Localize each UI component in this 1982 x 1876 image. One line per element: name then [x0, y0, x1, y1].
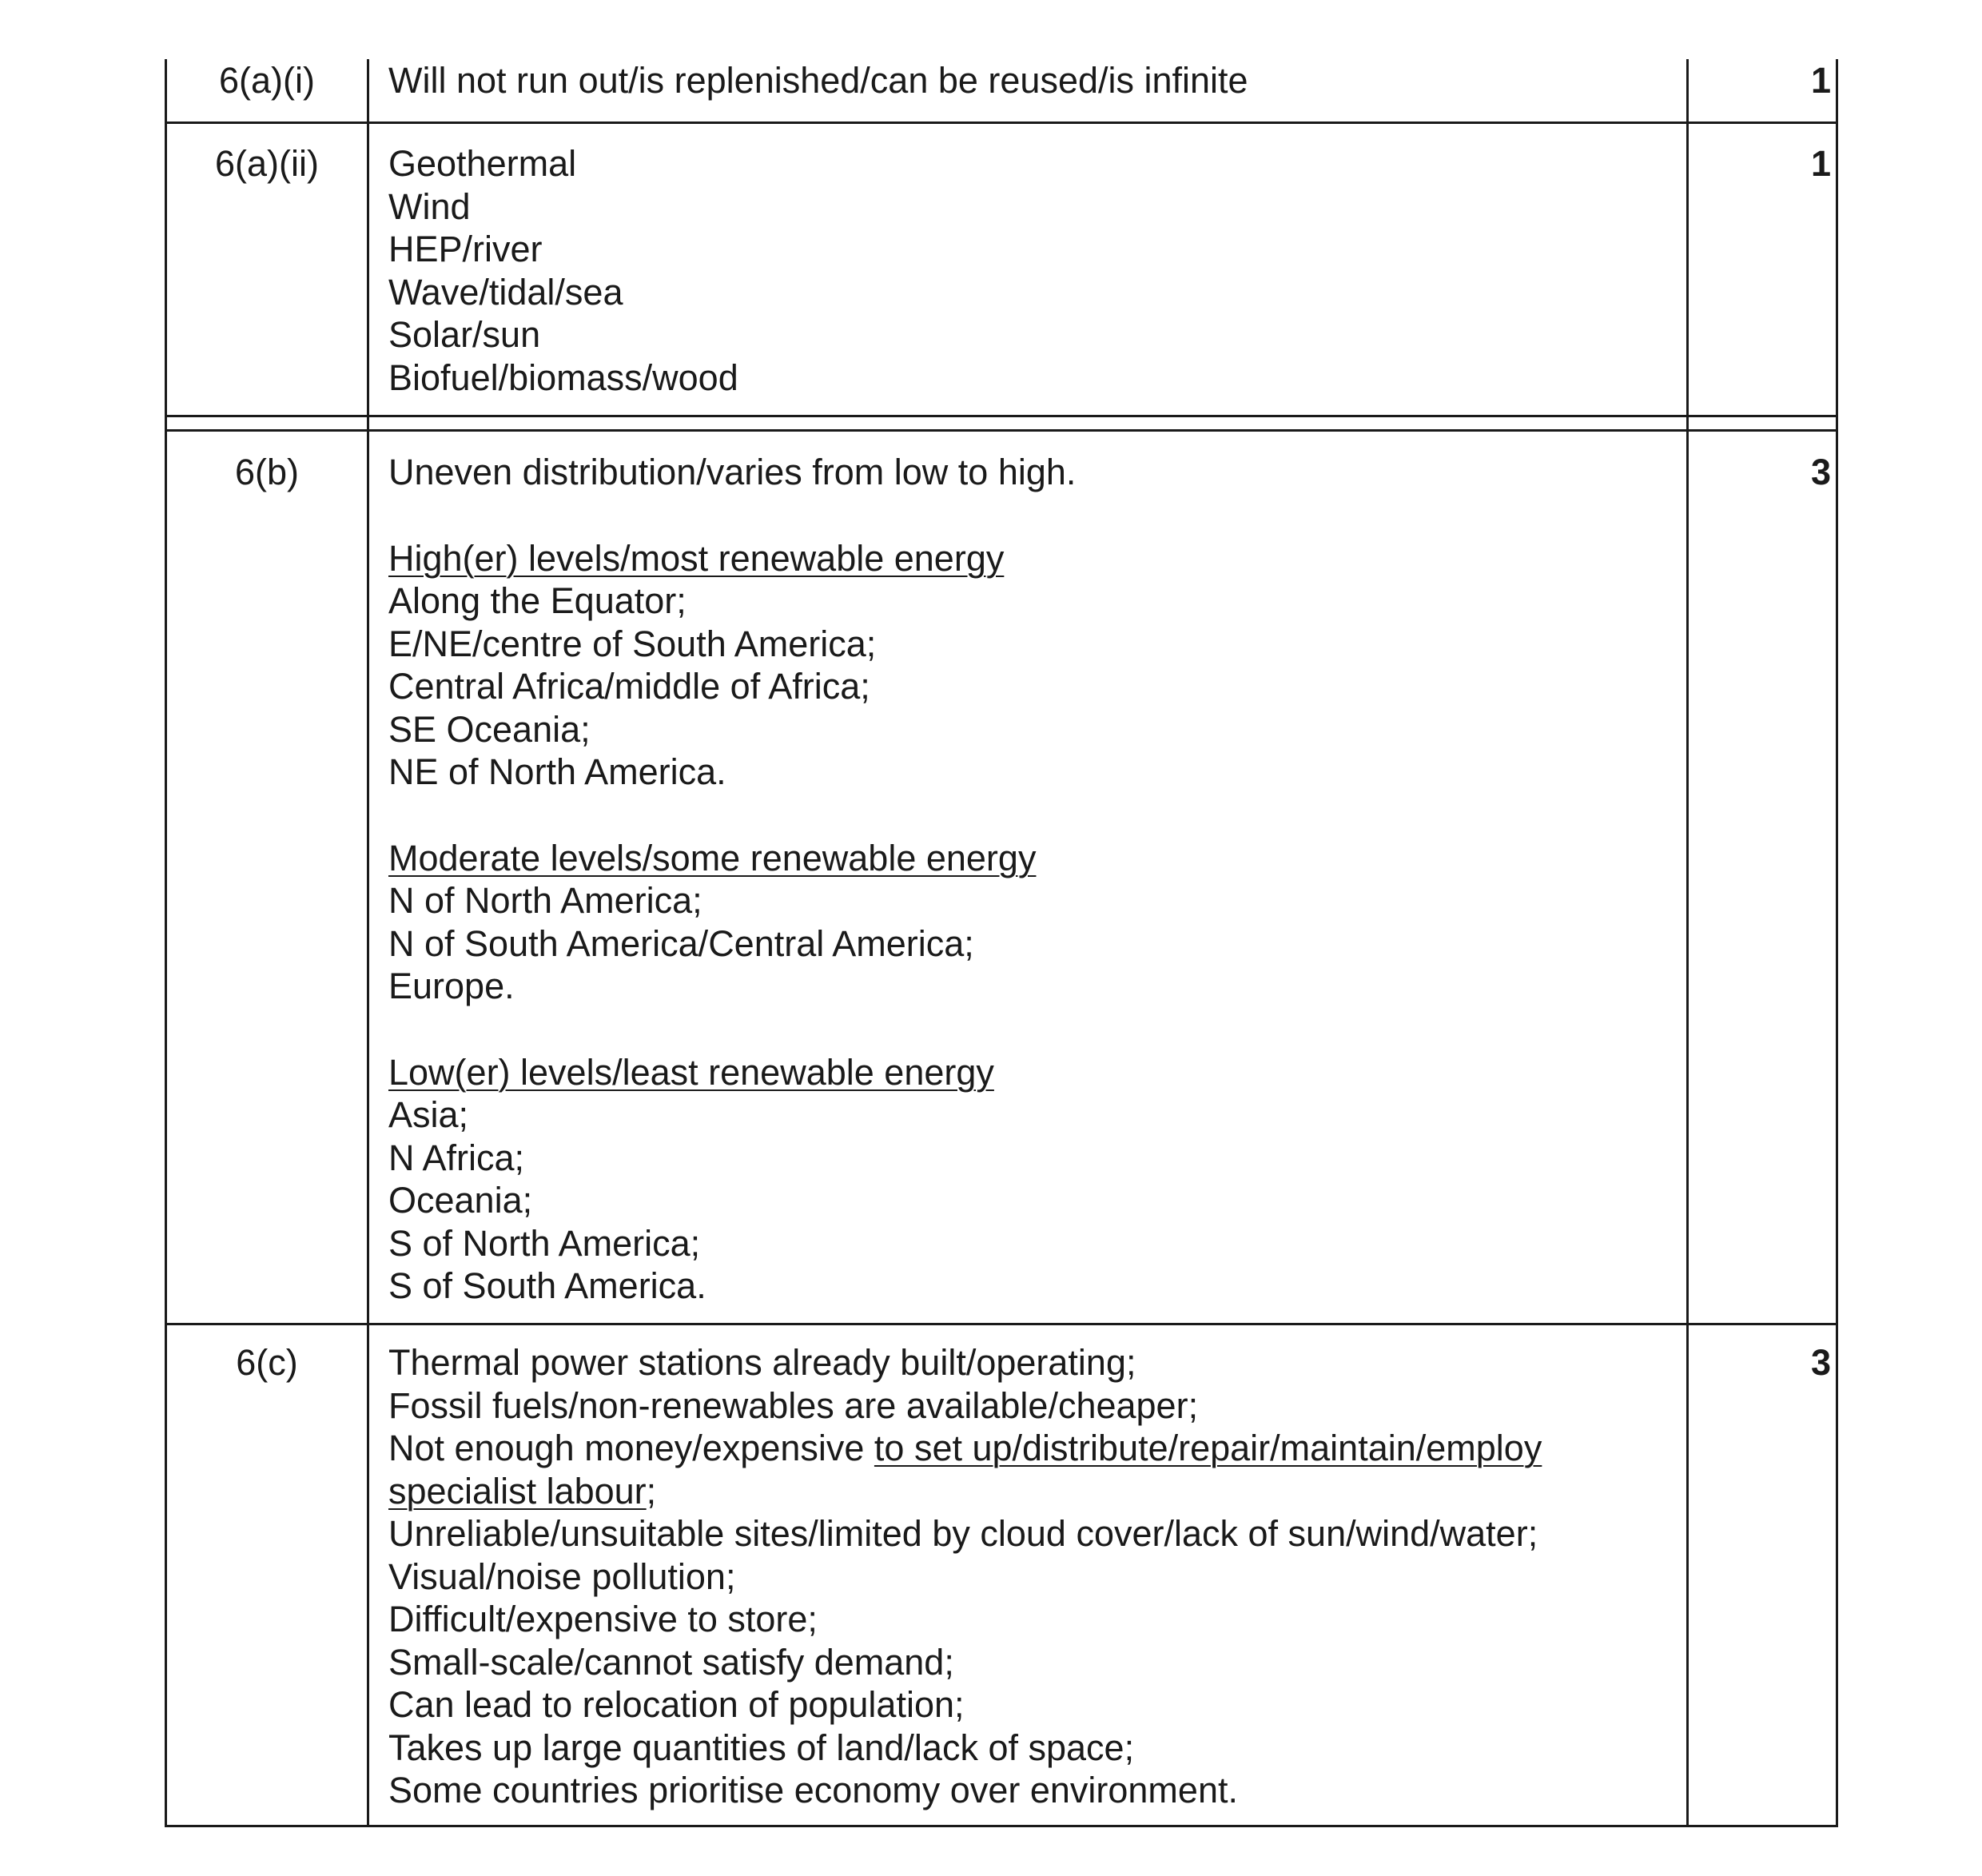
spacer [388, 494, 1667, 537]
answer-line: Can lead to relocation of population; [388, 1684, 965, 1725]
money-prefix: Not enough money/expensive [388, 1428, 874, 1468]
answer-line: Oceania; [388, 1180, 533, 1221]
mark-value: 1 [1810, 143, 1831, 184]
answer-line: Unreliable/unsuitable sites/limited by cloud cover/lack of sun/wind/water; [388, 1513, 1538, 1554]
section-heading-high: High(er) levels/most renewable energy [388, 537, 1005, 579]
answer-line: E/NE/centre of South America; [388, 623, 877, 664]
answer-line-money-cont [388, 1470, 1667, 1513]
column-divider-question [367, 59, 369, 1827]
money-suffix: ; [646, 1470, 657, 1512]
answer-line: Some countries prioritise economy over environment. [388, 1770, 1238, 1810]
spacer [388, 794, 1667, 837]
answer-line: Visual/noise pollution; [388, 1555, 736, 1597]
section-heading-moderate: Moderate levels/some renewable energy [388, 837, 1037, 878]
mark-value: 3 [1810, 452, 1831, 492]
spacer [388, 1008, 1667, 1051]
money-underlined: specialist labour [388, 1470, 647, 1512]
answer-line: N of North America; [388, 880, 702, 921]
row-divider [165, 121, 1838, 124]
answer-cell [388, 451, 1667, 1308]
answer-line: Biofuel/biomass/wood [388, 356, 738, 398]
row-divider-double-bottom [165, 429, 1838, 432]
answer-line: HEP/river [388, 229, 543, 269]
mark-value: 3 [1810, 1342, 1831, 1383]
question-number: 6(a)(i) [219, 60, 315, 101]
answer-line: Thermal power stations already built/operating; [388, 1342, 1136, 1383]
answer-line: SE Oceania; [388, 708, 591, 750]
answer-line: Will not run out/is replenished/can be reused/is infinite [388, 60, 1248, 101]
answer-line: S of North America; [388, 1222, 701, 1264]
table-border-right [1836, 59, 1838, 1827]
answer-line: Takes up large quantities of land/lack of space; [388, 1727, 1135, 1768]
table-border-bottom [165, 1825, 1838, 1827]
money-underlined: to set up/distribute/repair/maintain/employ [874, 1428, 1542, 1468]
answer-line: NE of North America. [388, 751, 726, 792]
row-divider [165, 1323, 1838, 1325]
answer-line: Geothermal [388, 143, 577, 184]
answer-cell [388, 142, 1667, 399]
column-divider-answer [1686, 59, 1689, 1827]
section-heading-low: Low(er) levels/least renewable energy [388, 1051, 994, 1093]
answer-line: Along the Equator; [388, 580, 687, 621]
row-divider-double-top [165, 415, 1838, 417]
answer-line: S of South America. [388, 1265, 706, 1306]
answer-cell [388, 59, 1667, 102]
answer-cell [388, 1341, 1667, 1812]
answer-line: Europe. [388, 966, 515, 1006]
answer-line: Wave/tidal/sea [388, 271, 623, 313]
table-border-left [165, 59, 167, 1827]
answer-line: Fossil fuels/non-renewables are available/cheaper; [388, 1384, 1199, 1426]
answer-intro: Uneven distribution/varies from low to high. [388, 452, 1077, 492]
answer-line: Difficult/expensive to store; [388, 1599, 818, 1639]
mark-value: 1 [1810, 60, 1831, 101]
answer-line: Asia; [388, 1094, 469, 1135]
question-number: 6(a)(ii) [215, 143, 319, 184]
answer-line: N Africa; [388, 1137, 525, 1178]
answer-line: Wind [388, 185, 471, 227]
answer-line: N of South America/Central America; [388, 922, 974, 964]
answer-line-money [388, 1427, 1667, 1470]
answer-line: Solar/sun [388, 314, 541, 355]
answer-line: Central Africa/middle of Africa; [388, 666, 870, 707]
question-number: 6(c) [236, 1342, 298, 1383]
answer-line: Small-scale/cannot satisfy demand; [388, 1641, 954, 1683]
question-number: 6(b) [234, 452, 300, 492]
